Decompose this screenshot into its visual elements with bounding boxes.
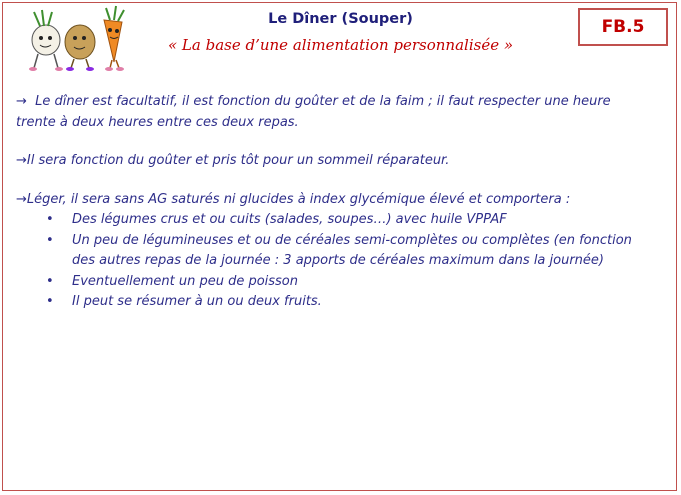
sheet-code-badge: FB.5 <box>578 8 668 46</box>
bullet-icon: • <box>46 273 54 289</box>
list-item <box>16 231 646 272</box>
list-item-text: Eventuellement un peu de poisson <box>72 273 299 289</box>
page-subtitle: « La base d’une alimentation personnalisée » <box>167 36 514 54</box>
arrow-icon: → <box>16 153 27 168</box>
list-item <box>16 292 646 313</box>
list-item <box>16 272 646 293</box>
bullet-icon: • <box>46 294 54 309</box>
bullet-icon: • <box>46 212 54 227</box>
paragraph-1 <box>16 92 646 133</box>
meal-components-list <box>16 210 646 313</box>
list-item-text: Il peut se résumer à un ou deux fruits. <box>72 294 322 309</box>
paragraph-1-text: Le dîner est facultatif, il est fonction du goûter et de la faim ; il faut respecter une heure trente à deux heures entre ces deux repas. <box>16 94 611 130</box>
bullet-icon: • <box>46 232 54 248</box>
content-body <box>16 92 646 313</box>
paragraph-2-text: Il sera fonction du goûter et pris tôt pour un sommeil réparateur. <box>26 153 450 168</box>
list-item-text: Un peu de légumineuses et ou de céréales semi-complètes ou complètes (en fonction des autres repas de la journée : 3 apports de céréales maximum dans la journée) <box>72 232 632 268</box>
paragraph-3-text: Léger, il sera sans AG saturés ni glucides à index glycémique élevé et comportera : <box>26 191 571 207</box>
paragraph-3 <box>16 190 646 211</box>
arrow-icon: → <box>16 191 27 207</box>
page-title: Le Dîner (Souper) <box>268 11 413 27</box>
list-item-text: Des légumes crus et ou cuits (salades, soupes…) avec huile VPPAF <box>72 212 507 227</box>
paragraph-2 <box>16 151 646 172</box>
list-item <box>16 210 646 231</box>
arrow-icon: → <box>16 94 27 109</box>
